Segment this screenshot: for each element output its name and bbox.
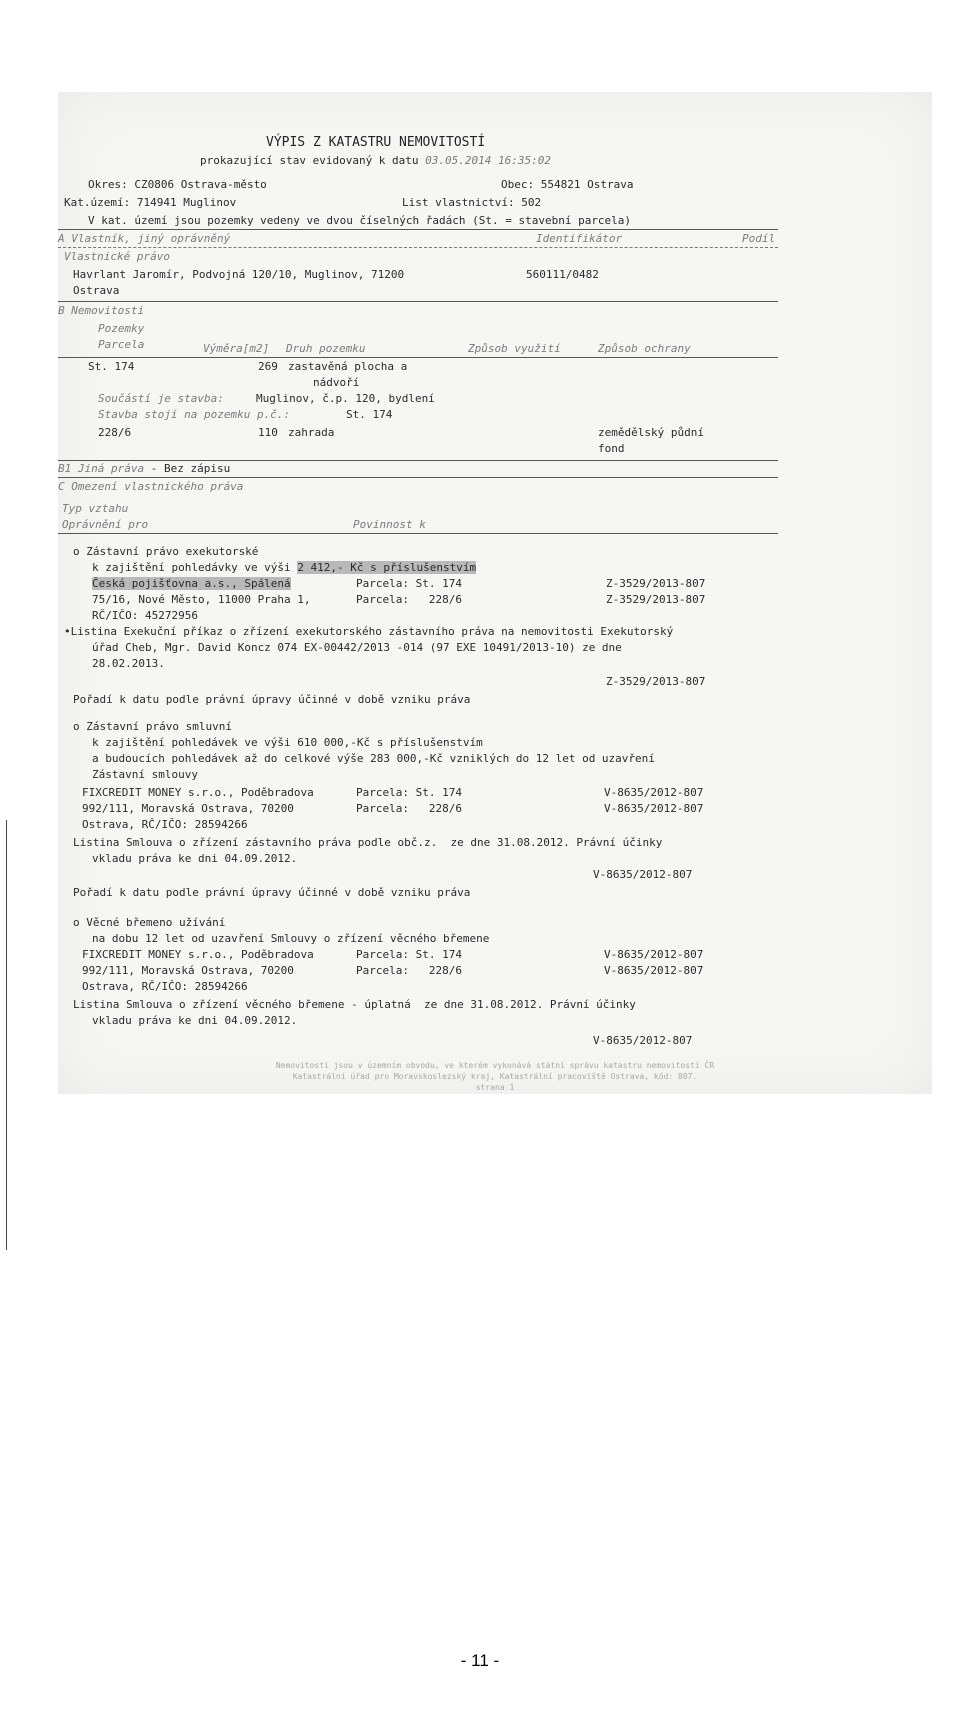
entry-1-listina-ref: Z-3529/2013-807 [606,675,706,688]
divider [58,229,778,230]
entry-1-line-1a: k zajištění pohledávky ve výši [92,561,298,574]
entry-3-ref-b: V-8635/2012-807 [604,964,704,977]
podil-label: Podíl [742,232,776,245]
entry-2-parcel-b: Parcela: 228/6 [356,802,462,815]
parcel-1-area: 269 [258,360,278,373]
parcel-1-kind-cont: nádvoří [313,376,360,389]
stavba-label: Stavba stojí na pozemku p.č.: [98,408,291,421]
parcel-2-id: 228/6 [98,426,132,439]
entry-2-creditor-2: 992/111, Moravská Ostrava, 70200 [82,802,294,815]
divider [58,247,778,248]
entry-1-ref-b: Z-3529/2013-807 [606,593,706,606]
entry-2-creditor-1: FIXCREDIT MONEY s.r.o., Poděbradova [82,786,314,799]
footer-line-2: Katastrální úřad pro Moravskoslezský kraj, Katastrální pracoviště Ostrava, kód: 807. [292,1072,698,1081]
entry-1-listina-1: •Listina Exekuční příkaz o zřízení exekutorského zástavního práva na nemovitosti Exekutorský [64,625,674,638]
entry-2-ref-a: V-8635/2012-807 [604,786,704,799]
parcel-1-kind: zastavěná plocha a [288,360,408,373]
entry-2-listina-ref: V-8635/2012-807 [593,868,693,881]
header-obec: Obec: 554821 Ostrava [501,178,634,191]
pozemky-label: Pozemky [98,322,145,335]
entry-1-listina-3: 28.02.2013. [92,657,165,670]
parcel-2-protection-cont: fond [598,442,625,455]
entry-2-line-2: a budoucích pohledávek až do celkové výše 283 000,-Kč vzniklých do 12 let od uzavření [92,752,655,765]
entry-2-listina-1: Listina Smlouva o zřízení zástavního práva podle obč.z. ze dne 31.08.2012. Právní účinky [73,836,663,849]
section-b1 [58,462,230,475]
col-vyuziti: Způsob využití [468,342,561,355]
entry-3-line-1: na dobu 12 let od uzavření Smlouvy o zřízení věcného břemene [92,932,490,945]
section-b-label: B Nemovitosti [58,304,145,317]
subtitle-prefix: prokazující stav evidovaný k datu [200,154,419,167]
parcel-1-id: St. 174 [88,360,135,373]
col-parcela: Parcela [98,338,145,351]
header-kat-uzemi: Kat.území: 714941 Muglinov [64,196,237,209]
entry-3-creditor-2: 992/111, Moravská Ostrava, 70200 [82,964,294,977]
subtitle-date: 03.05.2014 16:35:02 [425,154,552,167]
entry-3-ref-a: V-8635/2012-807 [604,948,704,961]
footer-line-1: Nemovitosti jsou v územním obvodu, ve kterém vykonává státní správu katastru nemovitostí ČR [275,1061,715,1070]
entry-1-creditor-3: RČ/IČO: 45272956 [92,609,198,622]
entry-3-heading: o Věcné břemeno užívání [73,916,226,929]
soucasti-value: Muglinov, č.p. 120, bydlení [256,392,435,405]
entry-2-listina-2: vkladu práva ke dni 04.09.2012. [92,852,298,865]
entry-3-listina-2: vkladu práva ke dni 04.09.2012. [92,1014,298,1027]
scanned-document [58,92,932,1094]
divider [58,460,778,461]
entry-2-line-3: Zástavní smlouvy [92,768,198,781]
divider [58,301,778,302]
vlastnicke-pravo-label: Vlastnické právo [64,250,170,263]
entry-1-ref-a: Z-3529/2013-807 [606,577,706,590]
entry-1-poradi: Pořadí k datu podle právní úpravy účinné v době vzniku práva [73,693,471,706]
entry-3-listina-ref: V-8635/2012-807 [593,1034,693,1047]
entry-3-parcel-b: Parcela: 228/6 [356,964,462,977]
entry-1-creditor-1-text: Česká pojišťovna a.s., Spálená [92,577,291,590]
divider [58,533,778,534]
entry-3-creditor-3: Ostrava, RČ/IČO: 28594266 [82,980,248,993]
footer-line-3: strana 1 [475,1083,515,1092]
header-list: List vlastnictví: 502 [402,196,542,209]
entry-3-creditor-1: FIXCREDIT MONEY s.r.o., Poděbradova [82,948,314,961]
entry-1-amount-highlight: 2 412,- Kč s příslušenstvím [297,561,477,574]
owner-line-1: Havrlant Jaromír, Podvojná 120/10, Muglinov, 71200 [73,268,405,281]
stavba-value: St. 174 [346,408,393,421]
entry-1-parcel-a: Parcela: St. 174 [356,577,462,590]
divider [58,357,778,358]
col-druh: Druh pozemku [286,342,366,355]
section-b1-label: B1 Jiná práva [58,462,145,475]
entry-1-creditor-1 [92,577,291,590]
entry-1-creditor-2: 75/16, Nové Město, 11000 Praha 1, [92,593,311,606]
entry-1-heading: o Zástavní právo exekutorské [73,545,259,558]
parcel-2-area: 110 [258,426,278,439]
entry-2-poradi: Pořadí k datu podle právní úpravy účinné v době vzniku práva [73,886,471,899]
entry-3-parcel-a: Parcela: St. 174 [356,948,462,961]
parcel-2-kind: zahrada [288,426,335,439]
entry-2-parcel-a: Parcela: St. 174 [356,786,462,799]
document-title: VÝPIS Z KATASTRU NEMOVITOSTÍ [266,135,486,150]
section-c-label: C Omezení vlastnického práva [58,480,244,493]
entry-3-listina-1: Listina Smlouva o zřízení věcného břemene - úplatná ze dne 31.08.2012. Právní účinky [73,998,636,1011]
entry-2-ref-b: V-8635/2012-807 [604,802,704,815]
entry-1-parcel-b: Parcela: 228/6 [356,593,462,606]
soucasti-label: Součástí je stavba: [98,392,224,405]
identifikator-label: Identifikátor [536,232,623,245]
section-a-label: A Vlastník, jiný oprávněný [58,232,231,245]
parcel-2-protection: zemědělský půdní [598,426,704,439]
col-ochrana: Způsob ochrany [598,342,691,355]
entry-2-creditor-3: Ostrava, RČ/IČO: 28594266 [82,818,248,831]
entry-1-line-1 [92,561,476,574]
povinnost-k-label: Povinnost k [353,518,426,531]
entry-1-listina-2: úřad Cheb, Mgr. David Koncz 074 EX-00442/2013 -014 (97 EXE 10491/2013-10) ze dne [92,641,622,654]
typ-vztahu-label: Typ vztahu [62,502,129,515]
header-okres: Okres: CZ0806 Ostrava-město [88,178,267,191]
entry-2-heading: o Zástavní právo smluvní [73,720,232,733]
section-b1-value: - Bez zápisu [150,462,231,475]
page-number: - 11 - [460,1651,500,1670]
document-subtitle [200,154,551,167]
header-note: V kat. území jsou pozemky vedeny ve dvou číselných řadách (St. = stavební parcela) [88,214,632,227]
scan-edge-line [6,820,7,1250]
owner-line-2: Ostrava [73,284,120,297]
owner-identifier: 560111/0482 [526,268,599,281]
col-vymera: Výměra[m2] [203,342,270,355]
divider [58,477,778,478]
entry-2-line-1: k zajištění pohledávek ve výši 610 000,-Kč s příslušenstvím [92,736,483,749]
opravneni-pro-label: Oprávnění pro [62,518,149,531]
